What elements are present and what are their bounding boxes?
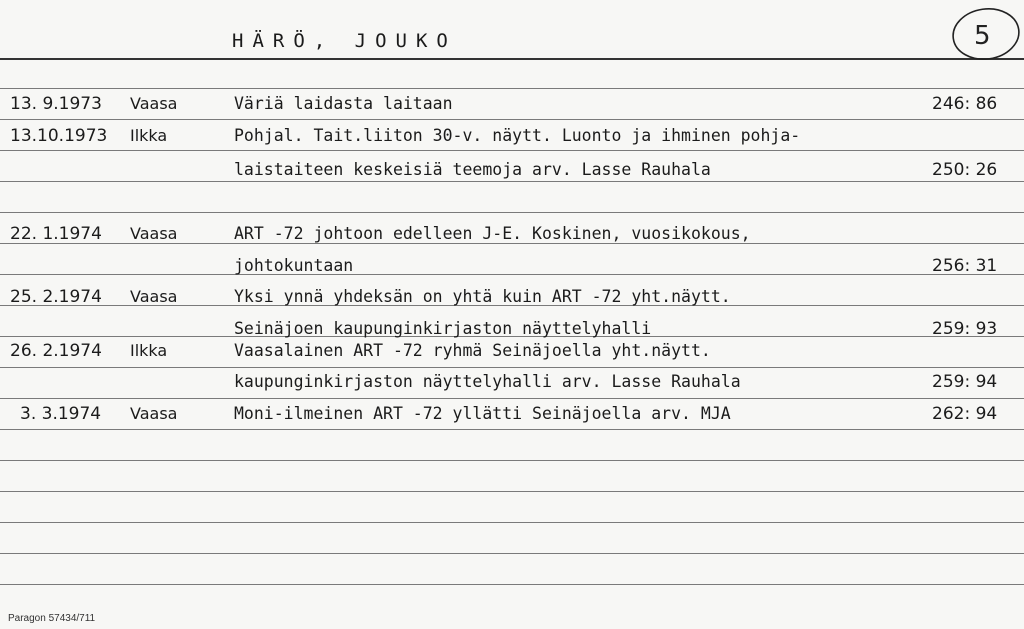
ruled-line <box>0 584 1024 585</box>
card-print-mark: Paragon 57434/711 <box>8 613 96 624</box>
entry-date: 26. 2.1974 <box>10 341 102 361</box>
entry-date: 3. 3.1974 <box>20 404 102 424</box>
entry-source: Ilkka <box>130 126 168 145</box>
ruled-line <box>0 553 1024 554</box>
entry-title: Vaasalainen ART -72 ryhmä Seinäjoella yht.näytt. <box>234 341 711 360</box>
ruled-line <box>0 150 1024 151</box>
card-number-circle <box>948 4 1022 62</box>
entry-source: Ilkka <box>130 341 168 360</box>
entry-ref: 246: 86 <box>932 94 998 114</box>
entry-source: Vaasa <box>130 404 178 423</box>
entry-title: Väriä laidasta laitaan <box>234 94 453 113</box>
ruled-line <box>0 88 1024 89</box>
entry-title-cont: Seinäjoen kaupunginkirjaston näyttelyhalli <box>234 319 652 338</box>
entry-source: Vaasa <box>130 224 178 243</box>
ruled-line <box>0 398 1024 399</box>
ruled-line <box>0 119 1024 120</box>
entry-ref: 259: 94 <box>932 372 998 392</box>
ruled-line <box>0 460 1024 461</box>
entry-title-cont: laistaiteen keskeisiä teemoja arv. Lasse Rauhala <box>234 160 711 179</box>
ruled-line <box>0 491 1024 492</box>
entry-title: Pohjal. Tait.liiton 30-v. näytt. Luonto ja ihminen pohja- <box>234 126 801 145</box>
entry-date: 13. 9.1973 <box>10 94 102 114</box>
entry-source: Vaasa <box>130 287 178 306</box>
ruled-line <box>0 274 1024 275</box>
entry-title-cont: johtokuntaan <box>234 256 354 275</box>
ruled-line <box>0 181 1024 182</box>
ruled-line <box>0 429 1024 430</box>
entry-title: Moni-ilmeinen ART -72 yllätti Seinäjoella arv. MJA <box>234 404 731 423</box>
ruled-line <box>0 367 1024 368</box>
entry-ref: 262: 94 <box>932 404 998 424</box>
entry-date: 22. 1.1974 <box>10 224 102 244</box>
entry-date: 25. 2.1974 <box>10 287 102 307</box>
ruled-line <box>0 522 1024 523</box>
entry-ref: 259: 93 <box>932 319 998 339</box>
entry-title: ART -72 johtoon edelleen J-E. Koskinen, vuosikokous, <box>234 224 751 243</box>
card-number: 5 <box>974 21 991 51</box>
entry-source: Vaasa <box>130 94 178 113</box>
ruled-line <box>0 212 1024 213</box>
header-rule <box>0 58 1024 60</box>
person-name: HÄRÖ, JOUKO <box>232 30 457 52</box>
entry-title: Yksi ynnä yhdeksän on yhtä kuin ART -72 yht.näytt. <box>234 287 731 306</box>
entry-date: 13.10.1973 <box>10 126 108 146</box>
entry-ref: 256: 31 <box>932 256 998 276</box>
entry-ref: 250: 26 <box>932 160 998 180</box>
entry-title-cont: kaupunginkirjaston näyttelyhalli arv. Lasse Rauhala <box>234 372 741 391</box>
